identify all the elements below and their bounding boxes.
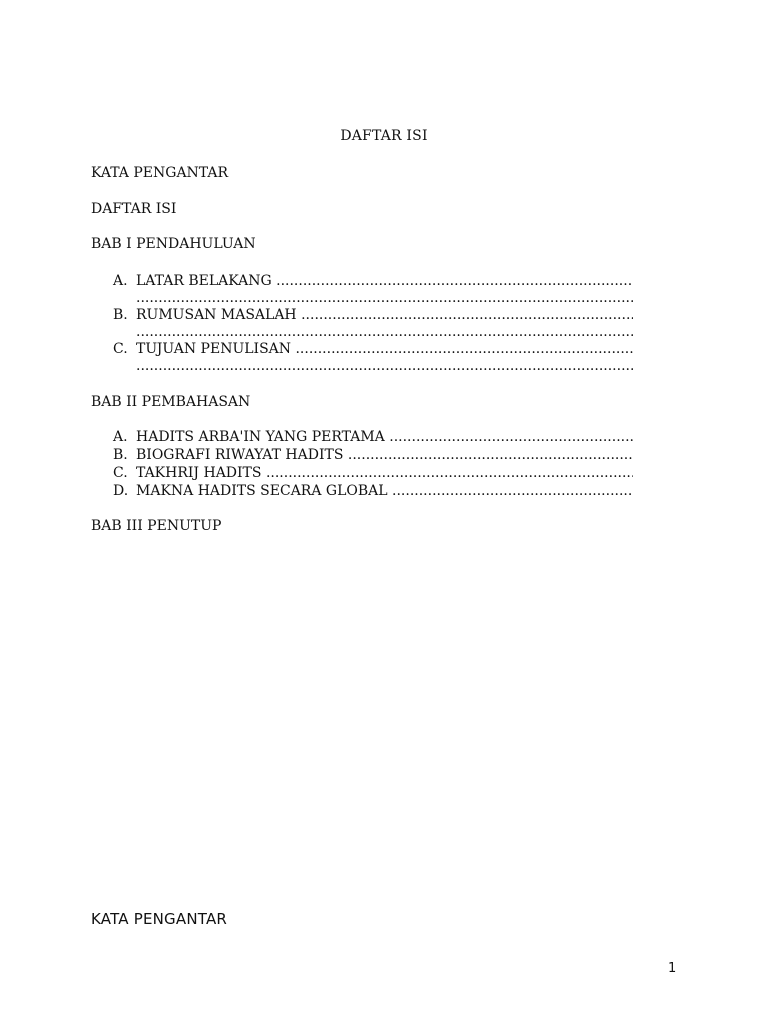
toc-leader-dots bbox=[136, 323, 633, 341]
toc-item-text: MAKNA HADITS SECARA GLOBAL ..... bbox=[136, 482, 633, 500]
toc-item-letter: D. bbox=[113, 483, 129, 499]
toc-item-letter: B. bbox=[113, 447, 128, 463]
toc-heading-bab-2: BAB II PEMBAHASAN bbox=[91, 394, 251, 410]
toc-item-hadits-arbain bbox=[113, 428, 633, 446]
toc-item-letter: C. bbox=[113, 465, 128, 481]
toc-heading-bab-1: BAB I PENDAHULUAN bbox=[91, 236, 256, 252]
toc-heading-daftar-isi: DAFTAR ISI bbox=[91, 201, 177, 217]
page-title: DAFTAR ISI bbox=[340, 128, 428, 144]
toc-item-text: TUJUAN PENULISAN ..... bbox=[136, 340, 633, 358]
toc-item-text: HADITS ARBA'IN YANG PERTAMA ..... bbox=[136, 428, 633, 446]
toc-leader-dots bbox=[136, 289, 633, 307]
toc-item-text: RUMUSAN MASALAH ..... bbox=[136, 306, 633, 324]
toc-item-tujuan-penulisan bbox=[113, 340, 633, 358]
toc-item-makna-hadits bbox=[113, 482, 633, 500]
toc-item-text: BIOGRAFI RIWAYAT HADITS ..... bbox=[136, 446, 633, 464]
next-section-heading: KATA PENGANTAR bbox=[91, 910, 228, 928]
toc-item-biografi-riwayat bbox=[113, 446, 633, 464]
toc-item-rumusan-masalah bbox=[113, 306, 633, 324]
toc-heading-kata-pengantar: KATA PENGANTAR bbox=[91, 165, 229, 181]
toc-item-letter: A. bbox=[113, 273, 128, 289]
toc-item-text: TAKHRIJ HADITS ..... bbox=[136, 464, 633, 482]
toc-item-takhrij-hadits bbox=[113, 464, 633, 482]
toc-item-latar-belakang bbox=[113, 272, 633, 290]
toc-item-letter: A. bbox=[113, 429, 128, 445]
toc-item-text: LATAR BELAKANG ..... bbox=[136, 272, 633, 290]
toc-item-letter: C. bbox=[113, 341, 128, 357]
toc-heading-bab-3: BAB III PENUTUP bbox=[91, 518, 222, 534]
toc-leader-dots bbox=[136, 357, 633, 375]
toc-item-letter: B. bbox=[113, 307, 128, 323]
page-number: 1 bbox=[668, 961, 677, 976]
